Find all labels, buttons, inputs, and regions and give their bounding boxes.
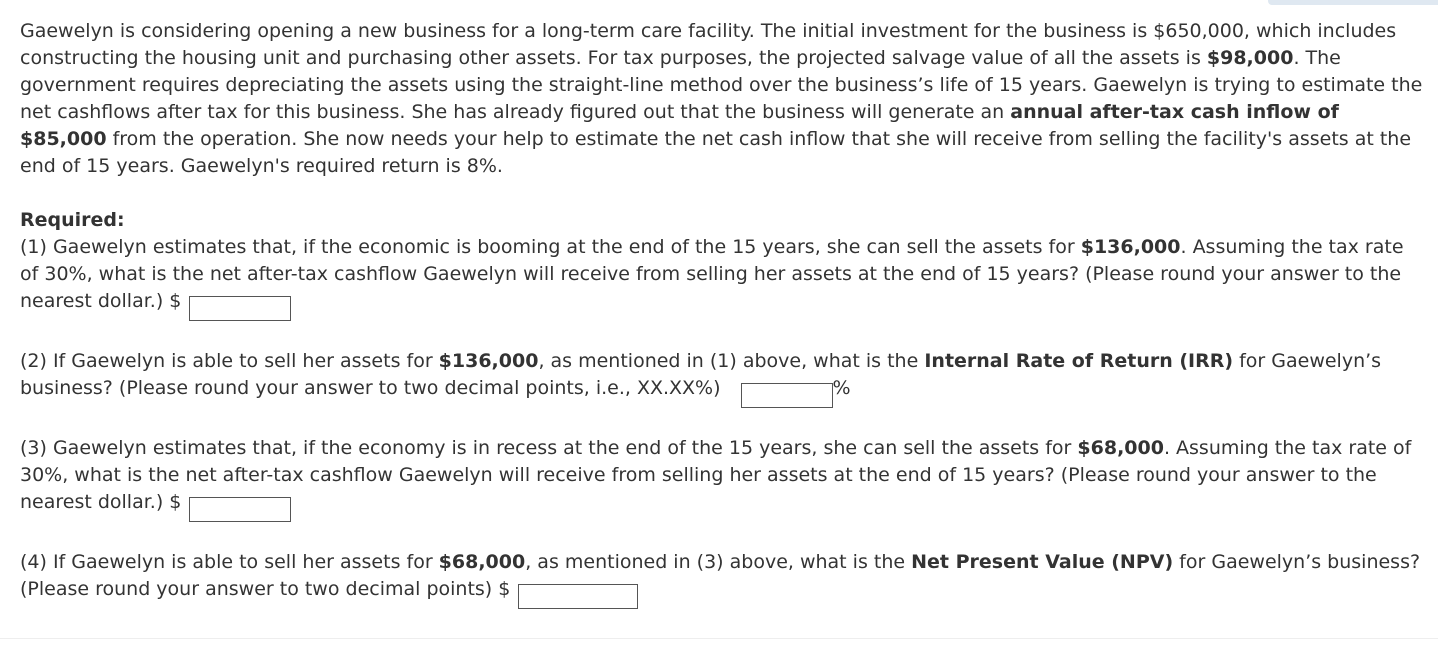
required-heading: Required: bbox=[20, 209, 125, 231]
question-4: (4) If Gaewelyn is able to sell her assets for $68,000, as mentioned in (3) above, what is the Net Present Value (NPV) for Gaewelyn’s business? (Please round your answer to two decimal points) $ bbox=[20, 549, 1425, 609]
question-1: (1) Gaewelyn estimates that, if the economic is booming at the end of the 15 years, she can sell the assets for $136,000. Assuming the tax rate of 30%, what is the net after-tax cashflow Gaewelyn will receive from selling her assets at the end of 15 years? (Please round your answer to the nearest dollar.) $ bbox=[20, 234, 1425, 321]
problem-statement: Gaewelyn is considering opening a new business for a long-term care facility. The initial investment for the business is $650,000, which includes constructing the housing unit and purchasing other assets. For tax purposes, the projected salvage value of all the assets is $98,000. The government requires depreciating the assets using the straight-line method over the business’s life of 15 years. Gaewelyn is trying to estimate the net cashflows after tax for this business. She has already figured out that the business will generate an annual after-tax cash inflow of $85,000 from the operation. She now needs your help to estimate the net cash inflow that she will receive from selling the facility's assets at the end of 15 years. Gaewelyn's required return is 8%. bbox=[20, 20, 1423, 177]
q3-answer-input[interactable] bbox=[189, 497, 291, 522]
corner-tab bbox=[1268, 0, 1438, 5]
q4-answer-input[interactable] bbox=[518, 584, 638, 609]
q1-answer-input[interactable] bbox=[189, 296, 291, 321]
q2-answer-input[interactable] bbox=[741, 383, 833, 408]
percent-sign: % bbox=[832, 377, 851, 399]
question-2: (2) If Gaewelyn is able to sell her assets for $136,000, as mentioned in (1) above, what is the Internal Rate of Return (IRR) for Gaewelyn’s business? (Please round your answer to two decimal points, i.e., XX.XX%) % bbox=[20, 348, 1425, 408]
dollar-sign: $ bbox=[169, 491, 182, 513]
annual-cash-inflow: annual after-tax cash inflow of $85,000 bbox=[20, 101, 1339, 150]
dollar-sign: $ bbox=[169, 290, 182, 312]
question-content bbox=[20, 18, 1425, 609]
irr-term: Internal Rate of Return (IRR) bbox=[924, 350, 1234, 372]
dollar-sign: $ bbox=[498, 578, 511, 600]
npv-term: Net Present Value (NPV) bbox=[911, 551, 1174, 573]
question-3: (3) Gaewelyn estimates that, if the economy is in recess at the end of the 15 years, she can sell the assets for $68,000. Assuming the tax rate of 30%, what is the net after-tax cashflow Gaewelyn will receive from selling her assets at the end of 15 years? (Please round your answer to the nearest dollar.) $ bbox=[20, 435, 1425, 522]
bottom-divider bbox=[0, 638, 1438, 639]
salvage-value: $98,000 bbox=[1206, 47, 1294, 69]
